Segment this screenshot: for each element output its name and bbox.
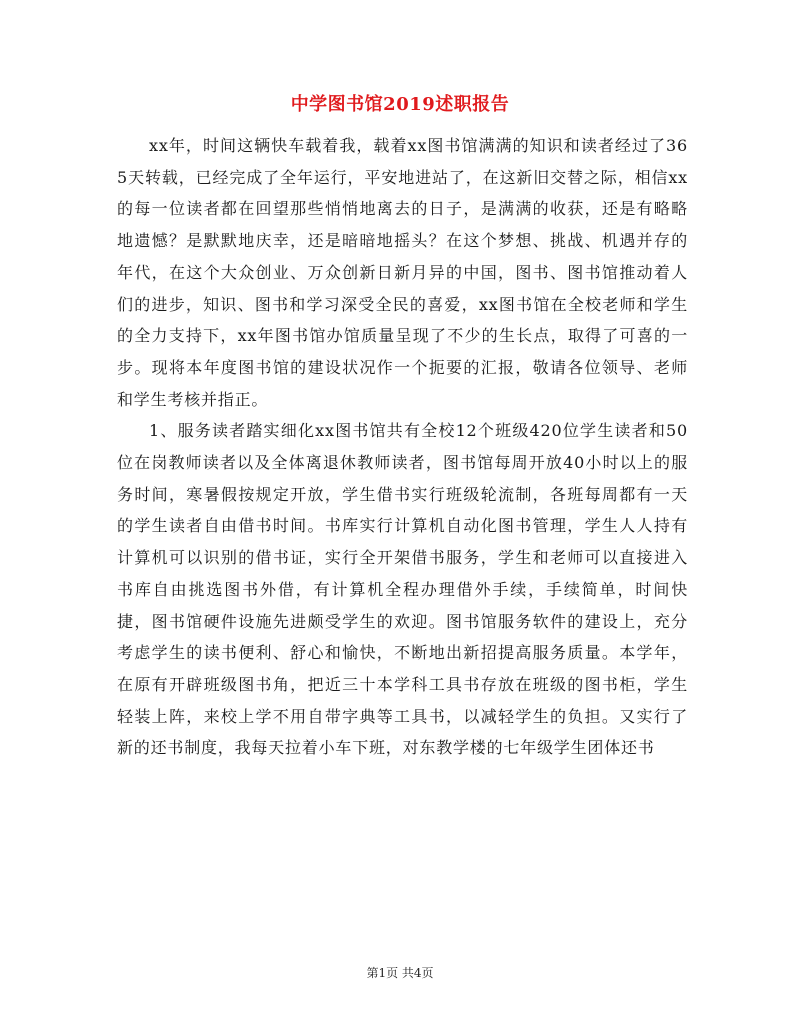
- page-number-footer: 第1页 共4页: [366, 966, 434, 980]
- paragraph-intro: xx年，时间这辆快车载着我，载着xx图书馆满满的知识和读者经过了365天转载，已经完成了全年运行，平安地进站了，在这新旧交替之际，相信xx的每一位读者都在回望那些悄悄地离去的日子，是满满的收获，还是有略略地遗憾？是默默地庆幸，还是暗暗地摇头？在这个梦想、挑战、机遇并存的年代，在这个大众创业、万众创新日新月异的中国，图书、图书馆推动着人们的进步，知识、图书和学习深受全民的喜爱，xx图书馆在全校老师和学生的全力支持下，xx年图书馆办馆质量呈现了不少的生长点，取得了可喜的一步。现将本年度图书馆的建设状况作一个扼要的汇报，敬请各位领导、老师和学生考核并指正。: [117, 136, 688, 409]
- paragraph-section-1: 1、服务读者踏实细化xx图书馆共有全校12个班级420位学生读者和50位在岗教师读者以及全体离退休教师读者，图书馆每周开放40小时以上的服务时间，寒暑假按规定开放，学生借书实行班级轮流制，各班每周都有一天的学生读者自由借书时间。书库实行计算机自动化图书管理，学生人人持有计算机可以识别的借书证，实行全开架借书服务，学生和老师可以直接进入书库自由挑选图书外借，有计算机全程办理借外手续，手续简单，时间快捷，图书馆硬件设施先进颇受学生的欢迎。图书馆服务软件的建设上，充分考虑学生的读书便利、舒心和愉快，不断地出新招提高服务质量。本学年，在原有开辟班级图书角，把近三十本学科工具书存放在班级的图书柜，学生轻装上阵，来校上学不用自带字典等工具书，以减轻学生的负担。又实行了新的还书制度，我每天拉着小车下班，对东教学楼的七年级学生团体还书: [117, 421, 688, 758]
- document-body: [117, 130, 688, 764]
- document-title: 中学图书馆2019述职报告: [290, 94, 510, 115]
